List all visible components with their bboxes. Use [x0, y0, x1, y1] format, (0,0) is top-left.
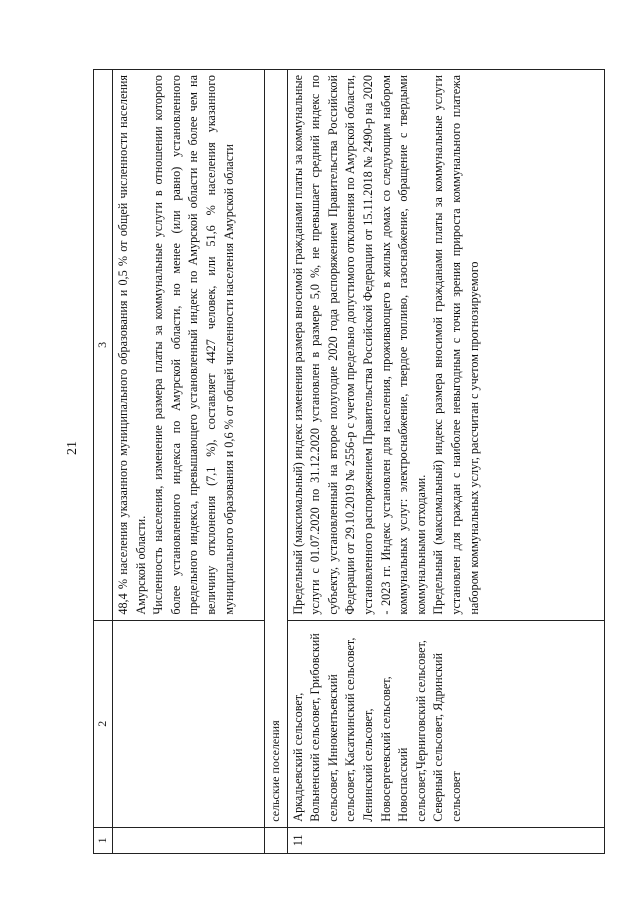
page-number: 21 — [65, 441, 80, 455]
table-row — [113, 70, 265, 854]
table-row — [287, 70, 604, 854]
paragraph: Предельный (максимальный) индекс размера вносимой гражданами платы за коммунальные услуги установлен для граждан с наиболее невыгодным с точки зрения прироста коммунального платежа набором коммунальных услуг, рассчитан с учетом прогнозируемого — [431, 75, 481, 615]
header-row — [94, 70, 113, 854]
document-table — [93, 69, 605, 854]
settlements-list: Аркадьевский сельсовет, Вольненский сельсовет, Грибовский сельсовет, Иннокентьевский сельсовет, Касаткинский сельсовет, Ленинский сельсовет, Новосергеевский сельсовет, Новоспасский сельсовет,Черниговский сельсовет, Северный сельсовет, Ядринский сельсовет — [287, 620, 604, 827]
cell-empty — [113, 827, 265, 853]
paragraph: Численность населения, изменение размера платы за коммунальные услуги в отношении которого более установленного индекса по Амурской области, но менее (или равно) установленного предельного индекса, превышающего установленный индекс по Амурской области не более чем на величину отклонения (7,1 %), составляет 4427 человек, или 51,6 % населения указанного муниципального образования и 0,6 % от общей численности населения Амурской области — [151, 75, 236, 615]
row-number: 11 — [287, 827, 604, 853]
header-col-2: 2 — [94, 620, 113, 827]
cell-empty — [113, 620, 265, 827]
cell-description — [113, 70, 265, 621]
cell-description — [287, 70, 604, 621]
cell-empty — [265, 827, 288, 853]
paragraph: 48,4 % населения указанного муниципального образования и 0,5 % от общей численности населения Амурской области. — [116, 75, 148, 615]
rotated-table-container — [93, 69, 605, 854]
paragraph: Предельный (максимальный) индекс изменения размера вносимой гражданами платы за коммунальные услуги с 01.07.2020 по 31.12.2020 установлен в размере 5,0 %, не превышает средний индекс по субъекту, установленный на второе полугодие 2020 года распоряжением Правительства Российской Федерации от 29.10.2019 № 2556-р с учетом предельно допустимого отклонения по Амурской области, установленного распоряжением Правительства Российской Федерации от 15.11.2018 № 2490-р на 2020 - 2023 гг. Индекс установлен для населения, проживающего в жилых домах со следующим набором коммунальных услуг: электроснабжение, твердое топливо, газоснабжение, обращение с твердыми коммунальными отходами. — [290, 74, 428, 615]
section-row — [265, 70, 288, 854]
header-col-3: 3 — [94, 70, 113, 621]
section-label: сельские поселения — [265, 70, 288, 828]
header-col-1: 1 — [94, 827, 113, 853]
